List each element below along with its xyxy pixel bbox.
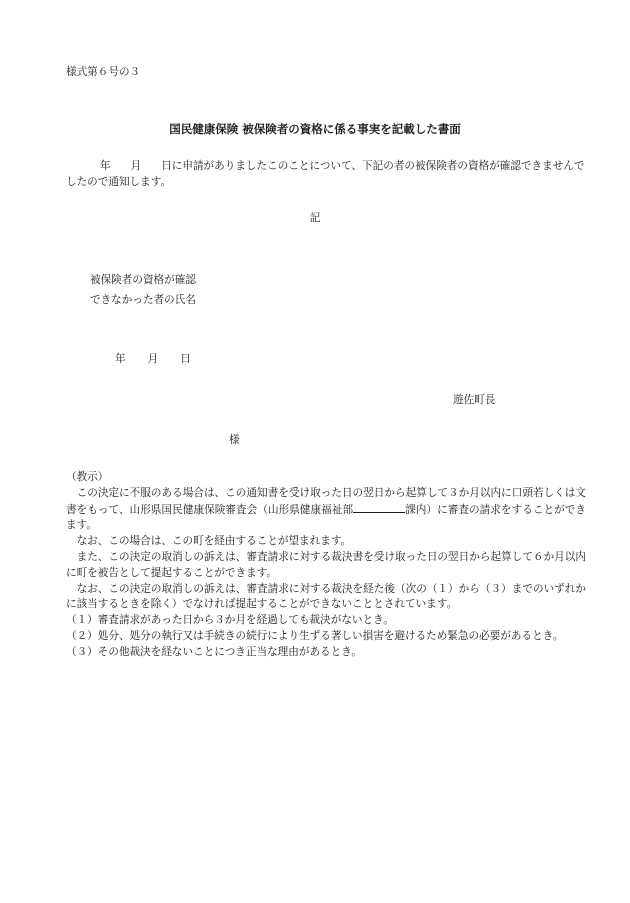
insured-name-label xyxy=(90,270,196,310)
insured-name-label-line1: 被保険者の資格が確認 xyxy=(90,274,196,286)
intro-paragraph xyxy=(66,158,586,191)
recipient-suffix: 様 xyxy=(229,434,240,446)
issuer-name: 遊佐町長 xyxy=(453,394,496,406)
instruction-paragraph-1: この決定に不服のある場合は、この通知書を受け取った日の翌日から起算して３か月以内に口頭若しくは文書をもって、山形県国民健康保険審査会（山形県健康福祉部 課内）に審査の請求をすることができます。 xyxy=(66,486,586,532)
form-number: 様式第６号の３ xyxy=(66,66,141,78)
intro-year: 年 xyxy=(100,160,111,172)
instruction-item-1: （１）審査請求があった日から３か月を経過しても裁決がないとき。 xyxy=(66,614,394,627)
instruction-item-3: （３）その他裁決を経ないことにつき正当な理由があるとき。 xyxy=(66,645,362,658)
instruction-paragraph-4: なお、この決定の取消しの訴えは、審査請求に対する裁決を経た後（次の（１）から（３）までのいずれかに該当するときを除く）でなければ提起することができないこととされています。 xyxy=(66,582,586,611)
date-day: 日 xyxy=(180,353,191,365)
date-year: 年 xyxy=(115,353,126,365)
ki-label: 記 xyxy=(309,212,321,224)
notice-date xyxy=(115,351,191,367)
instruction-item-2: （２）処分、処分の執行又は手続きの続行により生ずる著しい損害を避けるため緊急の必要があるとき。 xyxy=(66,629,564,642)
date-month: 月 xyxy=(147,353,159,365)
instruction-paragraph-3: また、この決定の取消しの訴えは、審査請求に対する裁決書を受け取った日の翌日から起算して６か月以内に町を被告として提起することができます。 xyxy=(66,550,586,579)
instruction-paragraph-2: なお、この場合は、この町を経由することが望まれます。 xyxy=(76,535,352,548)
intro-month: 月 xyxy=(130,160,142,172)
intro-text: 日に申請がありましたこのことについて、下記の者の被保険者の資格が確認できませんでしたので通知します。 xyxy=(66,160,585,189)
insured-name-label-line2: できなかった者の氏名 xyxy=(90,294,196,306)
document-title: 国民健康保険 被保険者の資格に係る事実を記載した書面 xyxy=(169,122,461,136)
instruction-heading: （教示） xyxy=(66,471,109,483)
department-blank-line xyxy=(353,502,405,513)
instruction-section xyxy=(66,470,586,661)
